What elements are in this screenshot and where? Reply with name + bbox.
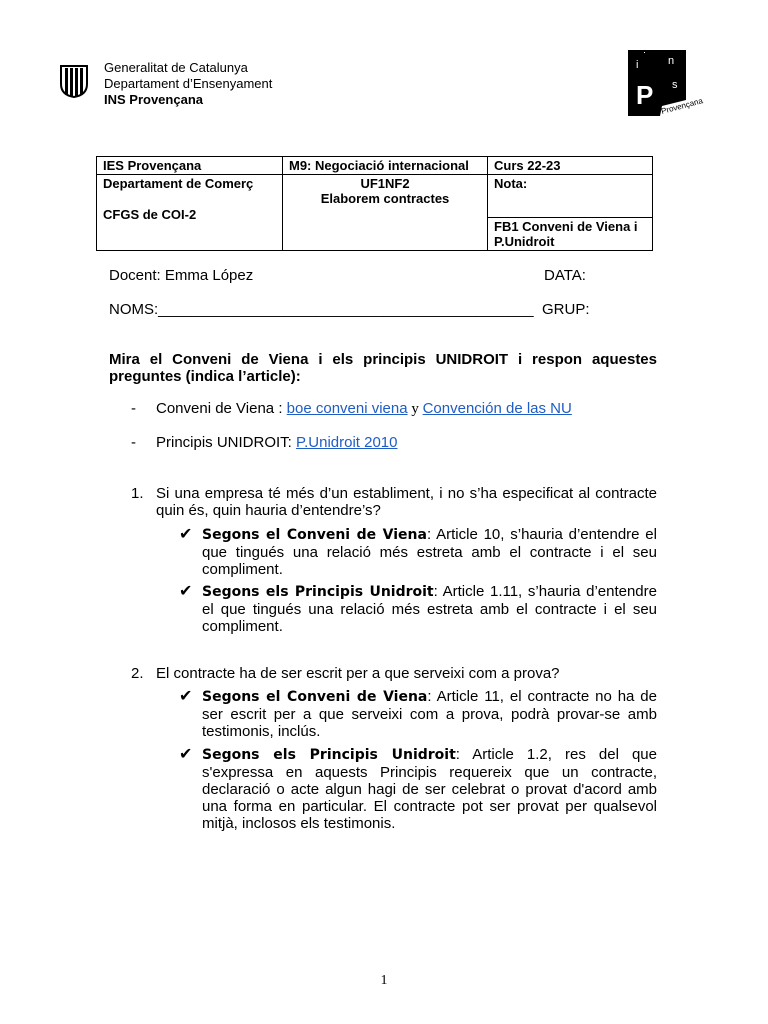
question-number: 1. [131, 485, 144, 502]
org-line-3: INS Provença​na [104, 92, 203, 107]
course-year-cell: Curs 22-23 [488, 157, 653, 175]
answer-text [202, 583, 657, 635]
answer-source: Segons el Conveni de Viena [202, 689, 428, 705]
answer-source: Segons el Conveni de Viena [202, 527, 427, 543]
question-text: Si una empresa té més d’un establiment, i no s’ha especificat al contracte quin és, quin hauria d’entendre’s? [156, 485, 657, 519]
unit-code: UF1NF2 [360, 176, 410, 191]
ins-provencana-logo [624, 50, 704, 116]
answer-body: : Article 11, el contracte no ha de ser escrit per a que serveixi com a prova, podrà provar-se amb testimonis, inclús. [202, 688, 657, 740]
answer-2b [179, 746, 657, 832]
logo-letter-p: P [636, 80, 654, 110]
module-cell: M9: Negociació internacional [283, 157, 488, 175]
boe-conveni-viena-link[interactable]: boe conveni viena [286, 400, 408, 417]
answer-body: : Article 10, s’hauria d’entendre el que tingués una relació més estreta amb el contracte i el seu compliment. [202, 526, 657, 578]
unidroit-2010-link[interactable]: P.Unidroit 2010 [296, 434, 398, 451]
answer-body: : Article 1.2, res del que s'expressa en aquests Principis requereix que un contracte, declaració o acte algun hagi de ser celebrat o provat d'acord amb una forma en particular. El contracte pot ser provat per qualsevol mitjà, inclosos els testimonis. [202, 746, 657, 832]
link-separator: y [407, 401, 423, 417]
link-prefix: Conveni de Viena : [156, 400, 287, 417]
unit-title: Elaborem contractes [320, 191, 450, 206]
answer-source: Segons els Principis Unidroit [202, 584, 434, 600]
answer-text [202, 688, 657, 740]
question-2 [131, 665, 657, 682]
school-cell: IES Provença​na [97, 157, 283, 175]
answer-2a [179, 688, 657, 740]
answer-source: Segons els Principis Unidroit [202, 747, 456, 763]
org-line-1: Generalitat de Catalunya [104, 60, 248, 75]
date-label: DATA: [544, 267, 586, 284]
worksheet-cell: FB1 Conveni de Viena i P.Unidroit [488, 218, 653, 251]
cycle-name: CFGS de COI-2 [103, 207, 197, 222]
question-1 [131, 485, 657, 519]
course-info-table [96, 156, 653, 251]
answer-text [202, 526, 657, 578]
page-number: 1 [380, 973, 388, 988]
check-mark-icon: ✔ [179, 746, 193, 763]
convencion-nu-link[interactable]: Convención de las NU [422, 400, 572, 417]
department-name: Departament de Comerç [103, 176, 254, 191]
check-mark-icon: ✔ [179, 526, 193, 543]
answer-text [202, 746, 657, 832]
question-text: El contracte ha de ser escrit per a que serveixi com a prova? [156, 665, 560, 682]
teacher-name: Docent: Emma López [109, 267, 254, 284]
check-mark-icon: ✔ [179, 583, 193, 600]
instructions: Mira el Conveni de Viena i els principis UNIDROIT i respon aquestes preguntes (indica l’article): [109, 351, 657, 385]
generalitat-shield-icon [59, 64, 89, 98]
answer-1a [179, 526, 657, 578]
question-number: 2. [131, 665, 144, 682]
logo-letter-s: s [672, 79, 678, 91]
names-field: NOMS:_____________________________________________ [109, 301, 534, 318]
answer-1b [179, 583, 657, 635]
link-row-viena [131, 400, 572, 418]
logo-letter-n: n [668, 55, 675, 67]
link-row-unidroit [131, 434, 398, 451]
organization-header [104, 60, 272, 108]
check-mark-icon: ✔ [179, 688, 193, 705]
org-line-2: Departament d’Ensenyament [104, 76, 273, 91]
logo-letter-i: i [636, 59, 639, 71]
bullet-dash: - [131, 400, 136, 417]
logo-word: Provençana [660, 96, 704, 116]
answer-body: : Article 1.11, s’hauria d’entendre el que tingués una relació més estreta amb el contracte i el seu compliment. [202, 583, 657, 635]
department-cell [97, 175, 283, 251]
bullet-dash: - [131, 434, 136, 451]
link-prefix: Principis UNIDROIT: [156, 434, 297, 451]
grade-cell: Nota: [488, 175, 653, 218]
group-label: GRUP: [542, 301, 590, 318]
unit-cell [283, 175, 488, 251]
